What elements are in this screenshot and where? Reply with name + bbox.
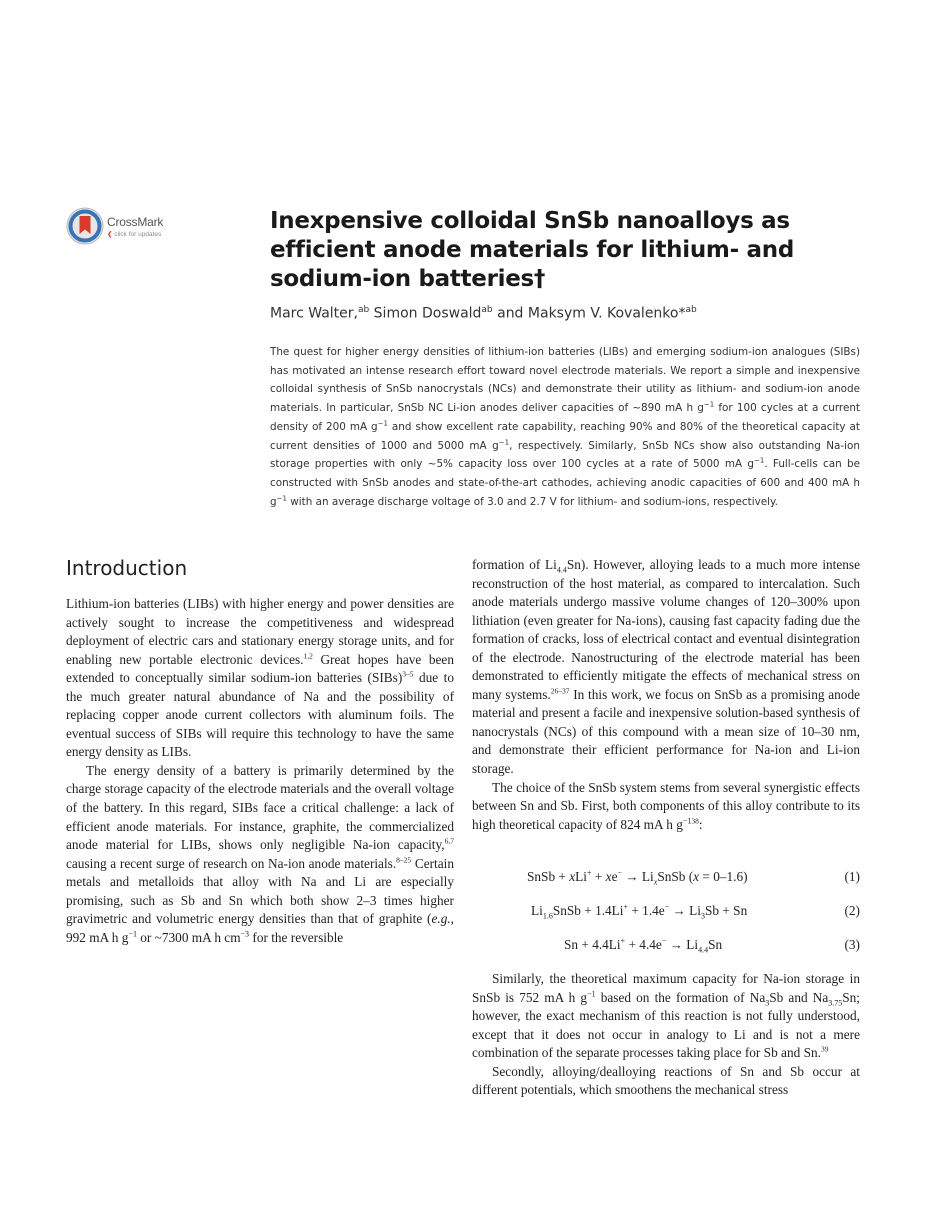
- crossmark-badge[interactable]: [66, 207, 186, 249]
- crossmark-label: CrossMark: [107, 215, 164, 229]
- citation-link[interactable]: 38: [691, 816, 699, 826]
- citation-link[interactable]: 26–37: [550, 686, 570, 696]
- equation-body: SnSb + $xLi^+ + xe^- \to Li_xSnSb$ (x = 0–1.6): [527, 868, 748, 887]
- equation-number: (2): [844, 903, 860, 918]
- abstract: The quest for higher energy densities of lithium-ion batteries (LIBs) and emerging sodium-ion analogues (SIBs) has motivated an intense research effort toward novel electrode materials. We report a simple and inexpensive colloidal synthesis of SnSb nanocrystals (NCs) and demonstrate their utility as lithium- and sodium-ion anode materials. In particular, SnSb NC Li-ion anodes deliver capacities of ~890 mA h $g^{-1}$ for 100 cycles at a current density of 200 mA $g^{-1}$ and show excellent rate capability, reaching 90% and 80% of the theoretical capacity at current densities of 1000 and 5000 mA $g^{-1}$, respectively. Similarly, SnSb NCs show also outstanding Na-ion storage properties with only ~5% capacity loss over 100 cycles at a rate of 5000 mA $g^{-1}$. Full-cells can be constructed with SnSb anodes and state-of-the-art cathodes, achieving anodic capacities of 600 and 400 mA h $g^{-1}$ with an average discharge voltage of 3.0 and 2.7 V for lithium- and sodium-ions, respectively.: [270, 346, 861, 508]
- article-title: Inexpensive colloidal SnSb nanoalloys as efficient anode materials for lithium- and sodium-ion batteries†: [270, 208, 794, 292]
- author-name: Simon Doswald: [373, 305, 482, 322]
- body-column-right-lower: [472, 970, 860, 1100]
- section-heading-introduction: Introduction: [66, 556, 188, 580]
- author-name: Marc Walter,: [270, 305, 358, 322]
- paragraph: Secondly, alloying/dealloying reactions of Sn and Sb occur at different potentials, which smoothens the mechanical stress: [472, 1063, 860, 1098]
- paragraph: Lithium-ion batteries (LIBs) with higher energy and power densities are actively sought to increase the competitiveness and widespread deployment of electric cars and stationary energy storage units, and for enabling new portable electronic devices.$^{1,2}$ Great hopes have been extended to conceptually similar sodium-ion batteries (SIBs)$^{3-5}$ due to the much greater natural abundance of Na and the possibility of replacing copper anode current collectors with aluminum foils. The eventual success of SIBs will require this technology to have the same energy density as LIBs.: [66, 596, 454, 760]
- author-affiliation: ab: [357, 305, 370, 315]
- equation-1: [472, 869, 860, 889]
- equation-3: [472, 937, 860, 957]
- author-affiliation: ab: [685, 305, 697, 315]
- equation-number: (3): [844, 937, 860, 952]
- citation-link[interactable]: 1,2: [303, 651, 313, 661]
- body-column-right: [472, 556, 860, 834]
- crossmark-sublabel: ❮ click for updates: [107, 231, 162, 238]
- author-name: Maksym V. Kovalenko*: [527, 305, 686, 322]
- arrow-left-icon: ❮: [107, 231, 113, 238]
- citation-link[interactable]: 39: [820, 1044, 829, 1054]
- paragraph: The energy density of a battery is primarily determined by the charge storage capacity of the electrode materials and the overall voltage of the battery. In this regard, SIBs face a critical challenge: a lack of efficient anode materials. For instance, graphite, the commercialized anode material for LIBs, shows only negligible Na-ion capacity,$^{6,7}$ causing a recent surge of research on Na-ion anode materials.$^{8-25}$ Certain metals and metalloids that alloy with Na and Li are especially promising, such as Sb and Sn which both show 2–3 times higher gravimetric and volumetric energy densities than that of graphite (e.g., 992 mA h $g^{-1}$ or ~7300 mA h $cm^{-3}$ for the reversible: [66, 762, 454, 945]
- crossmark-icon: [66, 207, 104, 245]
- author-affiliation: ab: [481, 305, 493, 315]
- equation-number: (1): [844, 869, 860, 884]
- citation-link[interactable]: 6,7: [444, 836, 454, 846]
- paragraph: Similarly, the theoretical maximum capacity for Na-ion storage in SnSb is 752 mA h $g^{-1}$ based on the formation of $Na_3Sb$ and $Na_{3.75}Sn$; however, the exact mechanism of this reaction is not fully understood, except that it does not occur in analogy to Li and is not a mere combination of the separate processes taking place for Sb and Sn.$^{39}$: [472, 971, 860, 1061]
- body-column-left: [66, 595, 454, 947]
- paragraph: The choice of the SnSb system stems from several synergistic effects between Sn and Sb. First, both components of this alloy contribute to its high theoretical capacity of 824 mA h g$^{-138}$:: [472, 779, 860, 832]
- equation-body: $Sn + 4.4Li^+ + 4.4e^- \to Li_{4.4}Sn$: [564, 936, 723, 955]
- equation-body: $Li_{1.6}SnSb + 1.4Li^+ + 1.4e^- \to Li_3Sb + Sn$: [531, 902, 748, 921]
- citation-link[interactable]: 3–5: [402, 669, 414, 679]
- citation-link[interactable]: 8–25: [396, 855, 412, 865]
- paragraph: formation of $Li_{4.4}Sn$). However, alloying leads to a much more intense reconstruction of the host material, as compared to intercalation. Such anode materials undergo massive volume changes of 120–300% upon lithiation (even greater for Na-ions), causing fast capacity fading due the formation of cracks, loss of electrical contact and eventual disintegration of the electrode. Nanostructuring of the electrode material has been demonstrated to efficiently mitigate the effects of mechanical stress on many systems.$^{26-37}$ In this work, we focus on SnSb as a promising anode material and present a facile and inexpensive solution-based synthesis of nanocrystals (NCs) of this compound with a mean size of 10–30 nm, and demonstrate their efficient performance for Na-ion and Li-ion storage.: [472, 557, 860, 777]
- author-conjunction: and: [497, 305, 524, 322]
- equation-2: [472, 903, 860, 923]
- author-list: [270, 305, 870, 322]
